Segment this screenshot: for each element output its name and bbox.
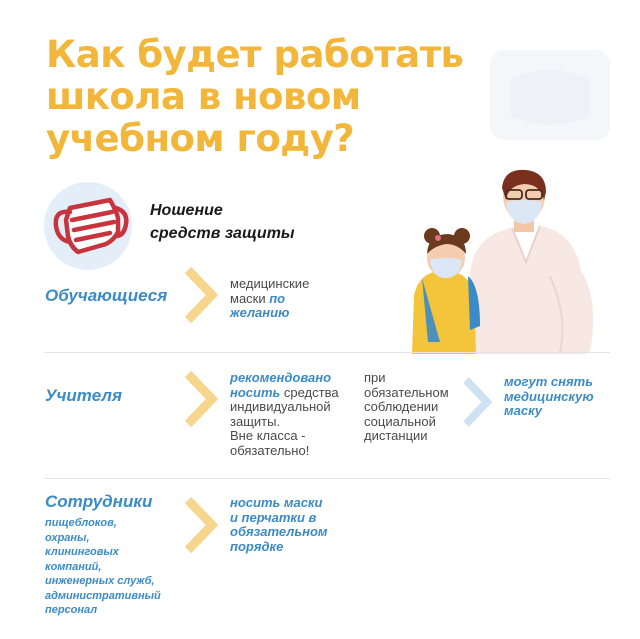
- teachers-condition: [364, 371, 449, 444]
- teachers-condition-line-4: социальной: [364, 413, 436, 429]
- students-rule: [230, 277, 309, 321]
- students-rule-line-1: медицинские: [230, 276, 310, 291]
- chevron-right-icon: [184, 266, 218, 324]
- teachers-condition-line-3: соблюдении: [364, 399, 439, 414]
- section-heading-line-1: Ношение: [150, 202, 223, 219]
- teachers-rule-line-3: индивидуальной: [230, 399, 331, 414]
- divider-1: [44, 352, 610, 353]
- staff-category-4: компаний,: [45, 560, 102, 573]
- teachers-rule-line-1: рекомендовано: [230, 370, 332, 385]
- title-line-3: учебном году?: [46, 117, 355, 160]
- teachers-result: [504, 375, 594, 419]
- staff-category-5: инженерных служб,: [45, 575, 155, 587]
- teachers-result-line-2: медицинскую: [504, 388, 594, 404]
- teachers-condition-line-1: при: [364, 370, 386, 385]
- students-rule-line-3: желанию: [230, 305, 290, 320]
- staff-categories: [45, 516, 161, 618]
- staff-rule-line-3: обязательном: [230, 524, 328, 539]
- title-line-1: Как будет работать: [46, 33, 464, 76]
- row-label-students: Обучающиеся: [45, 286, 168, 305]
- page-title: [46, 34, 463, 160]
- chevron-right-icon: [462, 376, 492, 428]
- teachers-rule-line-4: защиты.: [230, 413, 281, 429]
- staff-category-3: клининговых: [45, 546, 119, 558]
- teachers-rule: [230, 371, 339, 458]
- row-label-teachers: Учителя: [45, 386, 122, 405]
- parent-and-child-illustration: [400, 166, 615, 356]
- teachers-condition-line-5: дистанции: [364, 428, 428, 443]
- chevron-right-icon: [184, 370, 218, 428]
- teachers-condition-line-2: обязательном: [364, 384, 449, 400]
- section-heading: [150, 199, 295, 245]
- staff-rule-line-4: порядке: [230, 538, 284, 554]
- divider-2: [44, 478, 610, 479]
- staff-rule-line-1: носить маски: [230, 495, 323, 510]
- staff-rule-line-2: и перчатки в: [230, 509, 317, 525]
- staff-category-1: пищеблоков,: [45, 517, 117, 529]
- background-decoration-icon: [470, 20, 630, 170]
- teachers-rule-line-5: Вне класса -: [230, 428, 306, 443]
- chevron-right-icon: [184, 496, 218, 554]
- staff-category-2: охраны,: [45, 531, 90, 544]
- staff-category-6: административный: [45, 589, 161, 602]
- medical-mask-icon: [44, 182, 132, 270]
- title-line-2: школа в новом: [46, 75, 361, 118]
- teachers-rule-line-2: носить средства: [230, 384, 339, 400]
- students-rule-line-2: маски по: [230, 290, 286, 306]
- staff-category-7: персонал: [45, 604, 98, 616]
- staff-rule: [230, 496, 328, 554]
- section-heading-line-2: средств защиты: [150, 225, 295, 242]
- teachers-result-line-3: маску: [504, 403, 543, 418]
- mask-badge: [44, 182, 132, 270]
- teachers-rule-line-6: обязательно!: [230, 442, 310, 458]
- row-label-staff: Сотрудники: [45, 492, 153, 511]
- teachers-result-line-1: могут снять: [504, 374, 593, 389]
